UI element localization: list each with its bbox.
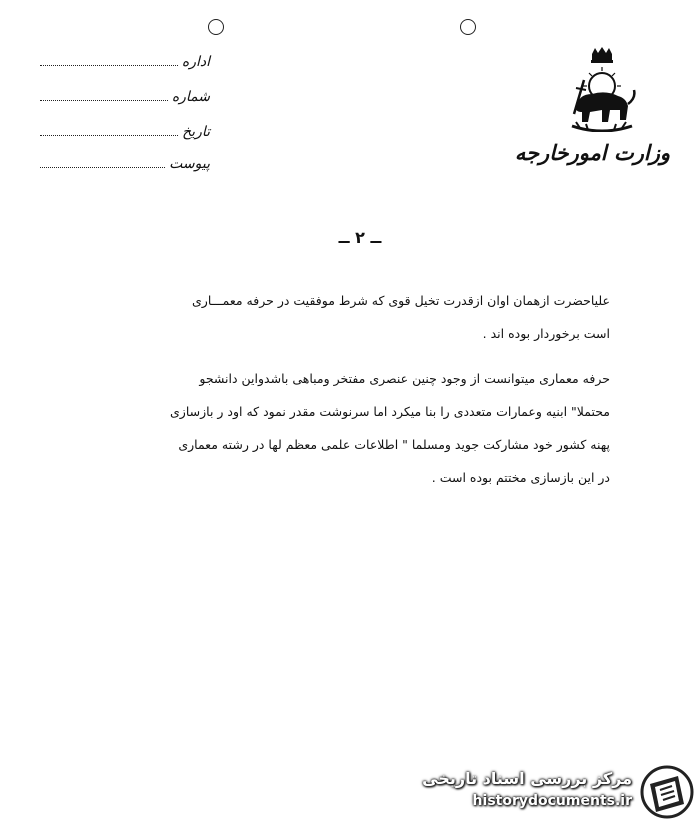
field-number-line [40,100,168,101]
archive-logo-icon [638,764,696,820]
field-department-line [40,65,178,66]
field-date [40,118,210,140]
field-number [40,83,210,105]
field-attachment-label: پیوست [169,156,210,172]
field-date-label: تاریخ [182,124,210,140]
paragraph-2-line-4: در این بازسازی مختتم بوده است . [431,470,610,485]
paragraph-2-line-2: محتملا" ابنیه وعمارات متعددی را بنا میکرد اما سرنوشت مقدر نمود که اود ر بازسازی [170,404,610,419]
field-attachment [40,150,210,172]
ministry-name: وزارت امورخارجه [514,140,670,165]
paragraph-1 [98,284,610,350]
lion-and-sun-emblem-icon [562,46,642,132]
page-number: ــ ۲ ــ [338,228,382,247]
field-date-line [40,135,178,136]
watermark-text [422,768,632,812]
punch-hole-right [460,19,476,35]
punch-hole-left [208,19,224,35]
paragraph-2-line-3: پهنه کشور خود مشارکت جوید ومسلما " اطلاعات علمی معظم لها در رشته معماری [178,437,610,452]
field-number-label: شماره [171,89,210,105]
field-department-label: اداره [181,54,210,70]
paragraph-1-line-1: علیاحضرت ازهمان اوان ازقدرت تخیل قوی که شرط موفقیت در حرفه معمـــاری [192,293,610,308]
paragraph-1-line-2: است برخوردار بوده اند . [482,326,610,341]
paragraph-2-line-1: حرفه معماری میتوانست از وجود چنین عنصری مفتخر ومباهی باشدواین دانشجو [199,371,610,386]
watermark-title: مرکز بررسی اسناد تاریخی [422,769,632,788]
watermark-url: historydocuments.ir [472,793,632,809]
paragraph-2 [98,362,610,494]
field-attachment-line [40,167,165,168]
field-department [40,48,210,70]
watermark [420,762,700,823]
